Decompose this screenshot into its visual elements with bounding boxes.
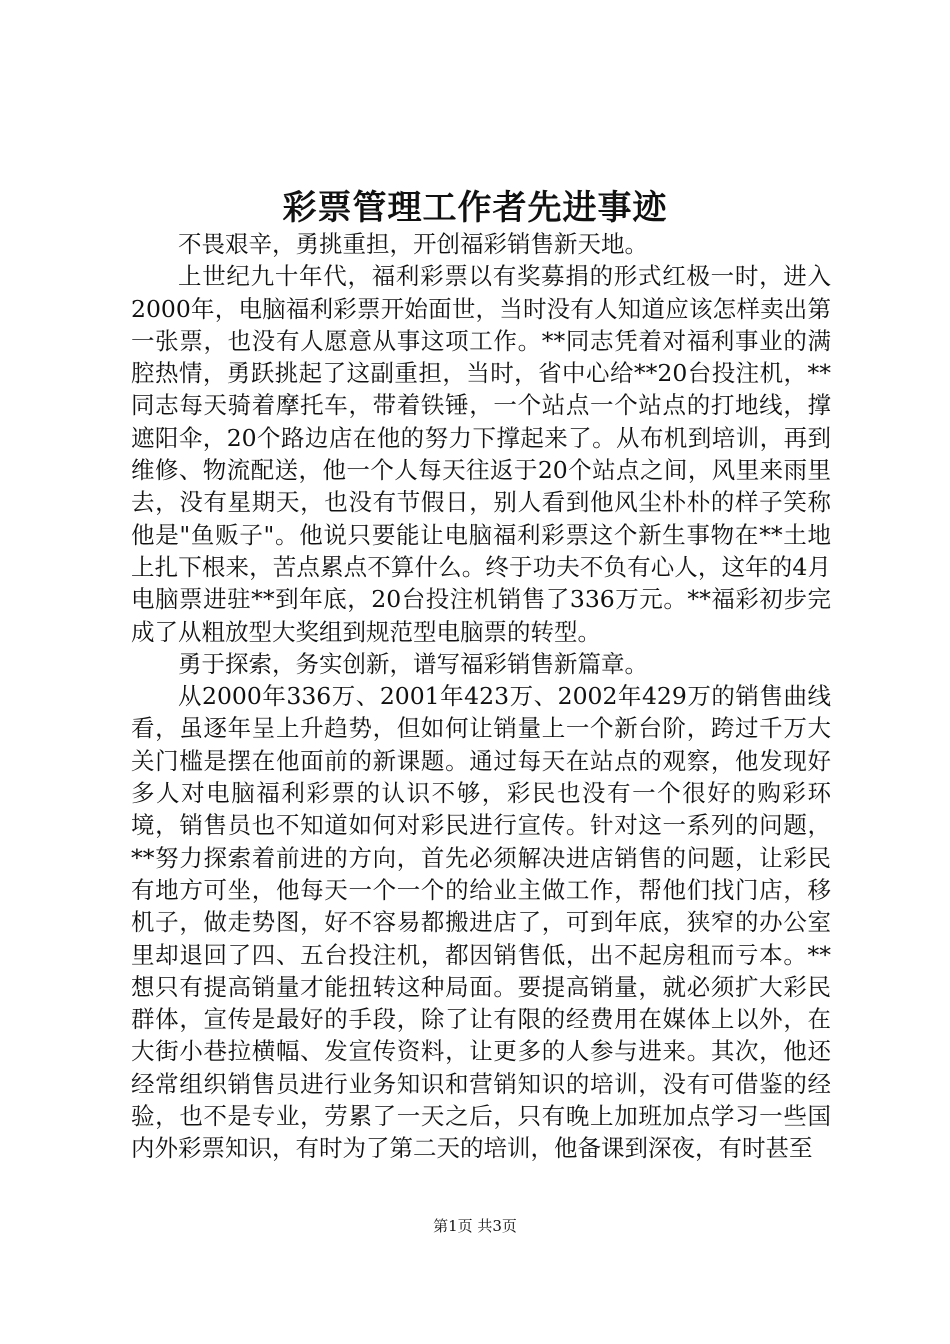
section-heading-2: 勇于探索，务实创新，谱写福彩销售新篇章。 [178, 649, 648, 678]
document-body [131, 228, 831, 1165]
page-footer: 第1页 共3页 [433, 1217, 517, 1235]
paragraph-2: 从2000年336万、2001年423万、2002年429万的销售曲线看，虽逐年呈上升趋势，但如何让销量上一个新台阶，跨过千万大关门槛是摆在他面前的新课题。通过每天在站点的观察，他发现好多人对电脑福利彩票的认识不够，彩民也没有一个很好的购彩环境，销售员也不知道如何对彩民进行宣传。针对这一系列的问题，**努力探索着前进的方向，首先必须解决进店销售的问题，让彩民有地方可坐，他每天一个一个的给业主做工作，帮他们找门店，移机子，做走势图，好不容易都搬进店了，可到年底，狭窄的办公室里却退回了四、五台投注机，都因销售低，出不起房租而亏本。**想只有提高销量才能扭转这种局面。要提高销量，就必须扩大彩民群体，宣传是最好的手段，除了让有限的经费用在媒体上以外，在大街小巷拉横幅、发宣传资料，让更多的人参与进来。其次，他还经常组织销售员进行业务知识和营销知识的培训，没有可借鉴的经验，也不是专业，劳累了一天之后，只有晚上加班加点学习一些国内外彩票知识，有时为了第二天的培训，他备课到深夜，有时甚至 [131, 682, 831, 1163]
section-heading-1: 不畏艰辛，勇挑重担，开创福彩销售新天地。 [178, 230, 648, 258]
paragraph-1: 上世纪九十年代，福利彩票以有奖募捐的形式红极一时，进入2000年，电脑福利彩票开始面世，当时没有人知道应该怎样卖出第一张票，也没有人愿意从事这项工作。**同志凭着对福利事业的满腔热情，勇跃挑起了这副重担，当时，省中心给**20台投注机，**同志每天骑着摩托车，带着铁锤，一个站点一个站点的打地线，撑遮阳伞，20个路边店在他的努力下撑起来了。从布机到培训，再到维修、物流配送，他一个人每天往返于20个站点之间，风里来雨里去，没有星期天，也没有节假日，别人看到他风尘朴朴的样子笑称他是"鱼贩子"。他说只要能让电脑福利彩票这个新生事物在**土地上扎下根来，苦点累点不算什么。终于功夫不负有心人，这年的4月电脑票进驻**到年底，20台投注机销售了336万元。**福彩初步完成了从粗放型大奖组到规范型电脑票的转型。 [131, 262, 831, 646]
document-title: 彩票管理工作者先进事迹 [282, 188, 668, 228]
